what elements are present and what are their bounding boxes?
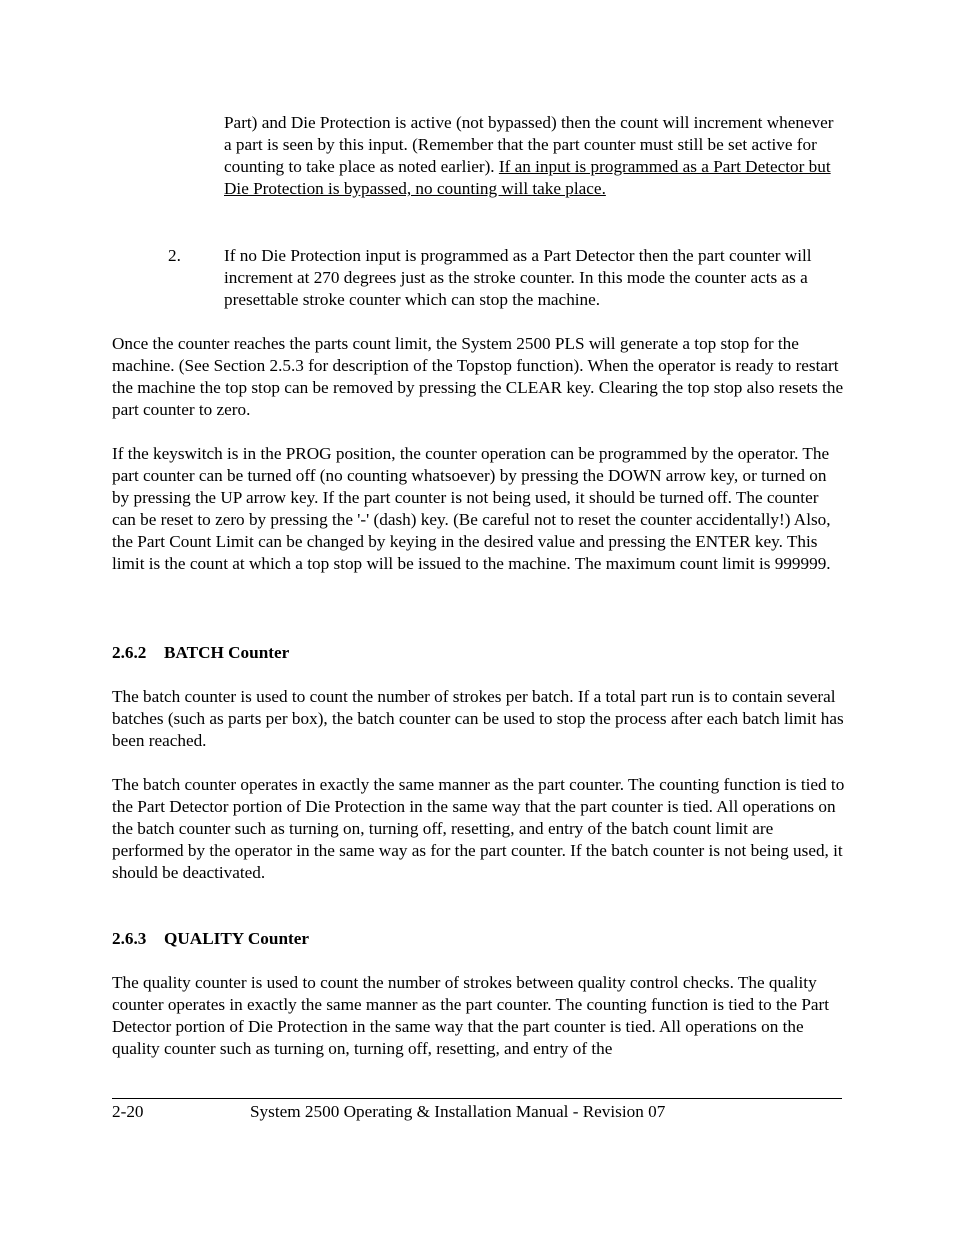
list-item-text: If no Die Protection input is programmed as a Part Detector then the part counter will increment at 270 degrees just as the stroke counter. In this mode the counter acts as a presettable stroke counter which can stop the machine. (224, 246, 812, 309)
footer-divider (112, 1098, 842, 1099)
section-heading-batch (112, 642, 289, 664)
continuation-text: Part) and Die Protection is active (not bypassed) then the count will increment whenever a part is seen by this input. (Remember that the part counter must still be set active for counting to take place as noted earlier). (224, 113, 834, 176)
paragraph-quality-1: The quality counter is used to count the number of strokes between quality control checks. The quality counter operates in exactly the same manner as the part counter. The counting function is tied to the Part Detector portion of Die Protection in the same way that the part counter is tied. All operations on the quality counter such as turning on, turning off, resetting, and entry of the (112, 973, 830, 1058)
continuation-paragraph (224, 112, 836, 200)
section-title: BATCH Counter (164, 643, 290, 662)
list-item-number: 2. (168, 246, 181, 265)
paragraph-top-stop: Once the counter reaches the parts count limit, the System 2500 PLS will generate a top stop for the machine. (See Section 2.5.3 for description of the Topstop function). When the operator is ready to restart the machine the top stop can be removed by pressing the CLEAR key. Clearing the top stop also resets the part counter to zero. (112, 334, 844, 419)
continuation-underlined-text: If an input is programmed as a Part Detector but Die Protection is bypassed, no counting will take place. (224, 157, 831, 198)
section-title: QUALITY Counter (164, 929, 309, 948)
paragraph-keyswitch: If the keyswitch is in the PROG position, the counter operation can be programmed by the operator. The part counter can be turned off (no counting whatsoever) by pressing the DOWN arrow key, or turned on by pressing the UP arrow key. If the part counter is not being used, it should be turned off. The counter can be reset to zero by pressing the '-' (dash) key. (Be careful not to reset the counter accidentally!) Also, the Part Count Limit can be changed by keying in the desired value and pressing the ENTER key. This limit is the count at which a top stop will be issued to the machine. The maximum count limit is 999999. (112, 444, 831, 573)
section-heading-quality (112, 928, 309, 950)
paragraph-batch-2: The batch counter operates in exactly the same manner as the part counter. The counting function is tied to the Part Detector portion of Die Protection in the same way that the part counter is tied. All operations on the batch counter such as turning on, turning off, resetting, and entry of the batch count limit are performed by the operator in the same way as for the part counter. If the batch counter is not being used, it should be deactivated. (112, 775, 845, 882)
section-number: 2.6.3 (112, 929, 147, 948)
footer-title: System 2500 Operating & Installation Manual - Revision 07 (250, 1102, 666, 1121)
footer-page-number: 2-20 (112, 1102, 144, 1121)
section-number: 2.6.2 (112, 643, 147, 662)
paragraph-batch-1: The batch counter is used to count the number of strokes per batch. If a total part run is to contain several batches (such as parts per box), the batch counter can be used to stop the process after each batch limit has been reached. (112, 687, 844, 750)
